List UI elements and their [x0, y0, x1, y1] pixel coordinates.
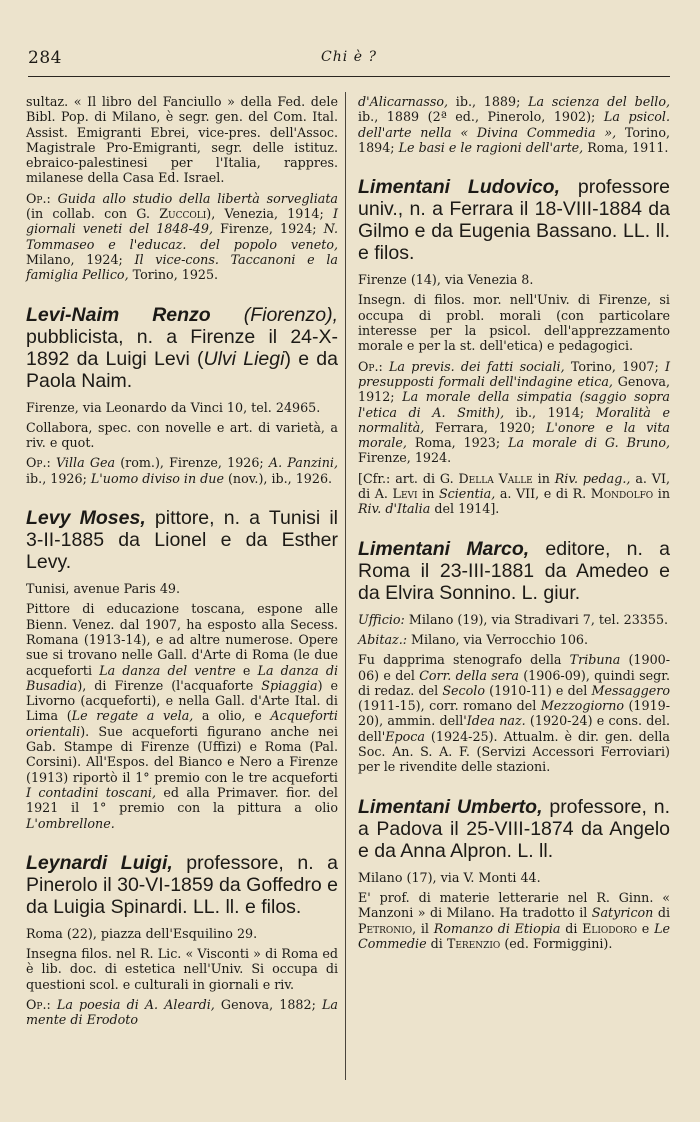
entry-paragraph: E' prof. di materie letterarie nel R. Ginn. « Manzoni » di Milano. Ha tradotto il Satyricon di Petronio, il Romanzo di Etiopia di Eliodoro e Le Commedie di Terenzio (ed. Formiggini).	[358, 889, 670, 951]
entry-paragraph: Pittore di educazione toscana, espone alle Bienn. Venez. dal 1907, ha esposto alla Secess. Romana (1913-14), e ad altre numerose. Opere sue si trovano nelle Gall. d'Arte di Roma (le due acqueforti La danza del ventre e La danza di Busadia), di Firenze (l'acquaforte Spiaggia) e Livorno (acqueforti), e nella Gall. d'Arte Ital. di Lima (Le regate a vela, a olio, e Acqueforti orientali). Sue acqueforti figurano anche nei Gab. Stampe di Firenze (Uffizi) e Roma (Pal. Corsini). All'Espos. del Bianco e Nero a Firenze (1913) riportò il 1° premio con le tre acqueforti I contadini toscani, ed alla Primaver. fior. del 1921 il 1° premio con la pittura a olio L'ombrellone.	[26, 601, 339, 831]
entry-limentani-umberto	[358, 796, 670, 951]
entry-heading: Levi-Naim Renzo (Fiorenzo), pubblicista, n. a Firenze il 24-X-1892 da Luigi Levi (Ulvi Liegi) e da Paola Naim.	[26, 303, 338, 392]
works-label: Op.:	[26, 190, 51, 206]
right-column	[358, 94, 670, 956]
entry-paragraph: sultaz. « Il libro del Fanciullo » della Fed. dele Bibl. Pop. di Milano, è segr. gen. del Com. Ital. Assist. Emigranti Ebrei, vice-pres. dell'Assoc. Magistrale Pro-Emigranti, segr. delle istituz. ebraico-palestinesi per l'Italia, rappres. milanese della Casa Ed. Israel.	[26, 94, 338, 186]
references-paragraph: [Cfr.: art. di G. Della Valle in Riv. pedag., a. VI, di A. Levi in Scientia, a. VII, e di R. Mondolfo in Riv. d'Italia del 1914].	[358, 470, 670, 517]
entry-name: Levi-Naim Renzo	[26, 303, 211, 326]
entry-address: Roma (22), piazza dell'Esquilino 29.	[26, 925, 258, 941]
works-paragraph: d'Alicarnasso, ib., 1889; La scienza del bello, ib., 1889 (2ª ed., Pinerolo, 1902); La psicol. dell'arte nella « Divina Commedia », Torino, 1894; Le basi e le ragioni dell'arte, Roma, 1911.	[358, 94, 670, 155]
entry-paragraph: Collabora, spec. con novelle e art. di varietà, a riv. e quot.	[26, 419, 338, 451]
left-column	[26, 94, 338, 1033]
entry-limentani-marco	[358, 538, 670, 775]
entry-continuation-left	[26, 94, 338, 283]
entry-heading: Limentani Ludovico, professore univ., n. a Ferrara il 18-VIII-1884 da Gilmo e da Eugenia Bassano. LL. ll. e filos.	[358, 176, 670, 265]
header-rule	[28, 76, 670, 77]
entry-address: Firenze (14), via Venezia 8.	[358, 272, 534, 288]
entry-address: Tunisi, avenue Paris 49.	[26, 581, 180, 597]
works-paragraph: Op.: Guida allo studio della libertà sorvegliata (in collab. con G. Zuccoli), Venezia, 1914; I giornali veneti del 1848-49, Firenze, 1924; N. Tommaseo e l'educaz. del popolo veneto, Milano, 1924; Il vice-cons. Taccanoni e la famiglia Pellico, Torino, 1925.	[26, 190, 338, 283]
entry-levy-moses	[26, 507, 338, 831]
entry-office-address: Ufficio: Milano (19), via Stradivari 7, tel. 23355.	[358, 611, 669, 627]
entry-name: Limentani Ludovico,	[358, 176, 561, 199]
entry-heading: Levy Moses, pittore, n. a Tunisi il 3-II-1885 da Lionel e da Esther Levy.	[26, 507, 338, 574]
entry-paragraph: Fu dapprima stenografo della Tribuna (1900-06) e del Corr. della sera (1906-09), quindi segr. di redaz. del Secolo (1910-11) e del Messaggero (1911-15), corr. romano del Mezzogiorno (1919-20), ammin. dell'Idea naz. (1920-24) e cons. del. dell'Epoca (1924-25). Attualm. è dir. gen. della Soc. An. S. A. F. (Servizi Accessori Ferroviari) per le rivendite delle stazioni.	[358, 652, 671, 775]
entry-levi-naim-renzo	[26, 304, 338, 486]
entry-paragraph: Insegna filos. nel R. Lic. « Visconti » di Roma ed è lib. doc. di estetica nell'Univ. Si occupa di questioni scol. e culturali in giornali e riv.	[26, 946, 338, 992]
entry-paragraph: Insegn. di filos. mor. nell'Univ. di Firenze, si occupa di probl. morali (con particolare interesse per la psicol. dell'apprezzamento morale e per la st. dell'etica) e pedagogici.	[358, 292, 670, 354]
entry-heading: Limentani Marco, editore, n. a Roma il 23-III-1881 da Amedeo e da Elvira Sonnino. L. giur.	[358, 537, 670, 604]
page-number: 284	[28, 48, 62, 68]
entry-name: Leynardi Luigi,	[26, 851, 173, 874]
entry-name: Levy Moses,	[26, 507, 146, 530]
entry-heading: Leynardi Luigi, professore, n. a Pinerolo il 30-VI-1859 da Goffedro e da Luigia Spinardi. LL. ll. e filos.	[26, 851, 338, 918]
entry-continuation-right	[358, 94, 670, 155]
entry-address: Milano (17), via V. Monti 44.	[358, 869, 541, 885]
entry-home-address: Abitaz.: Milano, via Verrocchio 106.	[358, 631, 589, 647]
running-title: Chi è ?	[321, 49, 377, 65]
entry-leynardi-luigi	[26, 852, 338, 1028]
page-header	[28, 48, 670, 72]
works-paragraph: Op.: La previs. dei fatti sociali, Torino, 1907; I presupposti formali dell'indagine etica, Genova, 1912; La morale della simpatia (saggio sopra l'etica di A. Smith), ib., 1914; Moralità e normalità, Ferrara, 1920; L'onore e la vita morale, Roma, 1923; La morale di G. Bruno, Firenze, 1924.	[358, 358, 670, 466]
entry-heading: Limentani Umberto, professore, n. a Padova il 25-VIII-1874 da Angelo e da Anna Alpron. L. ll.	[358, 795, 670, 862]
column-divider	[345, 92, 346, 1080]
works-paragraph: Op.: Villa Gea (rom.), Firenze, 1926; A. Panzini, ib., 1926; L'uomo diviso in due (nov.), ib., 1926.	[26, 455, 338, 486]
entry-address: Firenze, via Leonardo da Vinci 10, tel. 24965.	[26, 399, 321, 415]
works-paragraph: Op.: La poesia di A. Aleardi, Genova, 1882; La mente di Erodoto	[26, 996, 338, 1028]
entry-name: Limentani Umberto,	[358, 795, 543, 818]
entry-name: Limentani Marco,	[358, 537, 530, 560]
entry-limentani-ludovico	[358, 176, 670, 516]
